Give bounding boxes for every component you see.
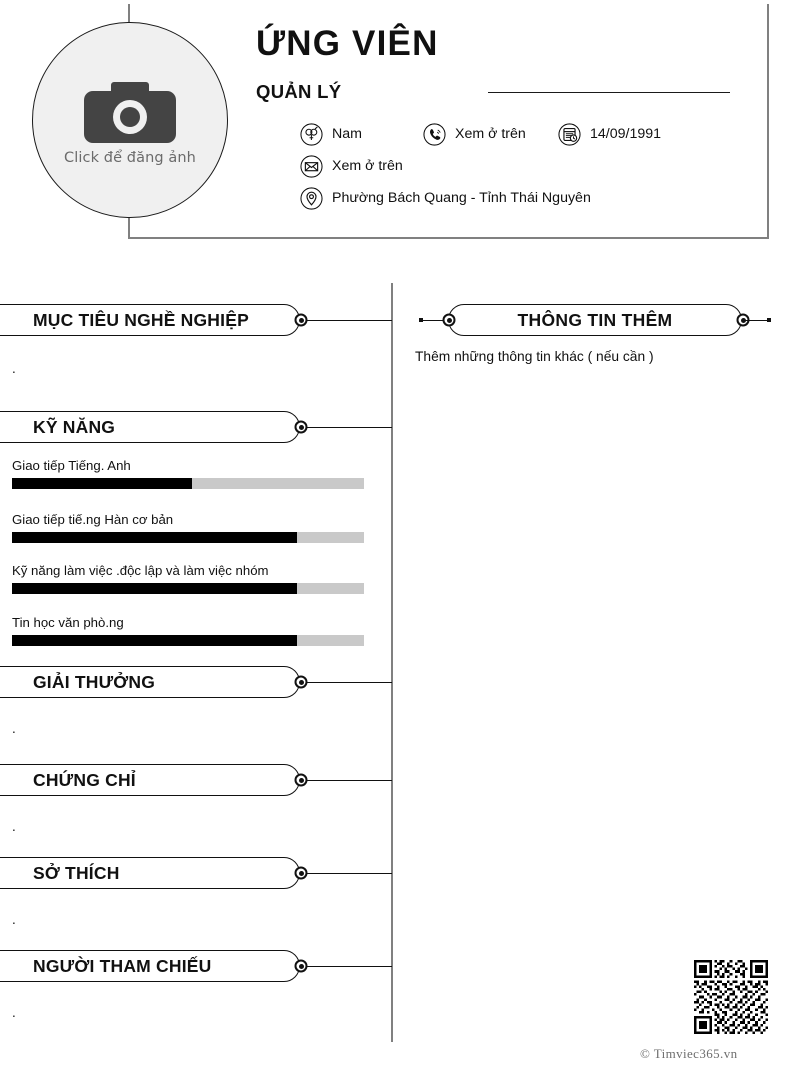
skill-bar-fill bbox=[12, 532, 297, 543]
section-title-label: GIẢI THƯỞNG bbox=[33, 671, 156, 692]
contact-info-group bbox=[300, 118, 661, 214]
contact-row-1 bbox=[300, 118, 661, 150]
column-divider bbox=[391, 283, 393, 1042]
candidate-job-title: QUẢN LÝ bbox=[256, 81, 342, 102]
section-heading-references[interactable] bbox=[0, 950, 300, 982]
section-heading-skills[interactable] bbox=[0, 411, 300, 443]
skill-bar-track bbox=[12, 532, 364, 543]
section-title-label: CHỨNG CHỈ bbox=[33, 769, 136, 790]
section-title-label: MỤC TIÊU NGHỀ NGHIỆP bbox=[33, 309, 249, 330]
section-heading-additional-info[interactable] bbox=[448, 304, 742, 336]
skill-item[interactable] bbox=[12, 512, 364, 543]
connector-line-references bbox=[306, 966, 392, 967]
envelope-icon bbox=[300, 155, 323, 178]
photo-upload-button[interactable] bbox=[32, 22, 228, 218]
photo-upload-label: Click để đăng ảnh bbox=[64, 150, 196, 166]
contact-birthday-label: 14/09/1991 bbox=[590, 126, 662, 142]
skill-bar-track bbox=[12, 583, 364, 594]
section-heading-awards[interactable] bbox=[0, 666, 300, 698]
skill-name: Kỹ năng làm việc .độc lập và làm việc nhóm bbox=[12, 563, 269, 578]
contact-gender-label: Nam bbox=[332, 126, 362, 142]
photo-placeholder-circle[interactable] bbox=[32, 22, 228, 218]
skill-name: Giao tiếp tiế.ng Hàn cơ bản bbox=[12, 512, 174, 527]
contact-phone-label: Xem ở trên bbox=[455, 126, 526, 142]
contact-row-3 bbox=[300, 182, 661, 214]
section-title-label: KỸ NĂNG bbox=[33, 416, 116, 437]
camera-icon bbox=[84, 80, 176, 144]
connector-line-career-objective bbox=[306, 320, 392, 321]
pill-connector-node-left bbox=[443, 314, 456, 327]
contact-gender[interactable] bbox=[300, 123, 423, 146]
contact-phone[interactable] bbox=[423, 123, 558, 146]
skill-bar-fill bbox=[12, 635, 297, 646]
contact-address-label: Phường Bách Quang - Tỉnh Thái Nguyên bbox=[332, 190, 591, 206]
section-body-awards[interactable]: . bbox=[12, 721, 16, 736]
skill-item[interactable] bbox=[12, 458, 364, 489]
skill-item[interactable] bbox=[12, 563, 364, 594]
section-body-references[interactable]: . bbox=[12, 1005, 16, 1020]
skill-bar-fill bbox=[12, 583, 297, 594]
section-title-label: SỞ THÍCH bbox=[33, 862, 120, 883]
stub-dot-right bbox=[767, 318, 771, 322]
section-body-certificates[interactable]: . bbox=[12, 819, 16, 834]
skill-item[interactable] bbox=[12, 615, 364, 646]
connector-line-certificates bbox=[306, 780, 392, 781]
skill-bar-track bbox=[12, 478, 364, 489]
qr-code-icon bbox=[694, 960, 768, 1034]
section-body-hobbies[interactable]: . bbox=[12, 912, 16, 927]
contact-birthday[interactable] bbox=[558, 123, 661, 146]
gender-icon bbox=[300, 123, 323, 146]
skill-bar-fill bbox=[12, 478, 192, 489]
connector-line-awards bbox=[306, 682, 392, 683]
contact-row-2 bbox=[300, 150, 661, 182]
candidate-name: ỨNG VIÊN bbox=[256, 24, 439, 63]
skill-name: Giao tiếp Tiếng. Anh bbox=[12, 458, 131, 473]
contact-email[interactable] bbox=[300, 155, 403, 178]
section-heading-hobbies[interactable] bbox=[0, 857, 300, 889]
section-title-label: NGƯỜI THAM CHIẾU bbox=[33, 955, 212, 976]
section-title-label: THÔNG TIN THÊM bbox=[517, 309, 673, 330]
title-divider-rule bbox=[488, 92, 730, 93]
contact-address[interactable] bbox=[300, 187, 591, 210]
contact-email-label: Xem ở trên bbox=[332, 158, 403, 174]
connector-line-hobbies bbox=[306, 873, 392, 874]
section-heading-certificates[interactable] bbox=[0, 764, 300, 796]
phone-icon bbox=[423, 123, 446, 146]
calendar-icon bbox=[558, 123, 581, 146]
section-heading-career-objective[interactable] bbox=[0, 304, 300, 336]
stub-line-right bbox=[742, 320, 767, 321]
section-body-additional-info[interactable]: Thêm những thông tin khác ( nếu cần ) bbox=[415, 349, 654, 364]
skill-name: Tin học văn phò.ng bbox=[12, 615, 124, 630]
copyright-label: © Timviec365.vn bbox=[640, 1046, 738, 1061]
connector-line-skills bbox=[306, 427, 392, 428]
skill-bar-track bbox=[12, 635, 364, 646]
map-pin-icon bbox=[300, 187, 323, 210]
section-body-career-objective[interactable]: . bbox=[12, 361, 16, 376]
